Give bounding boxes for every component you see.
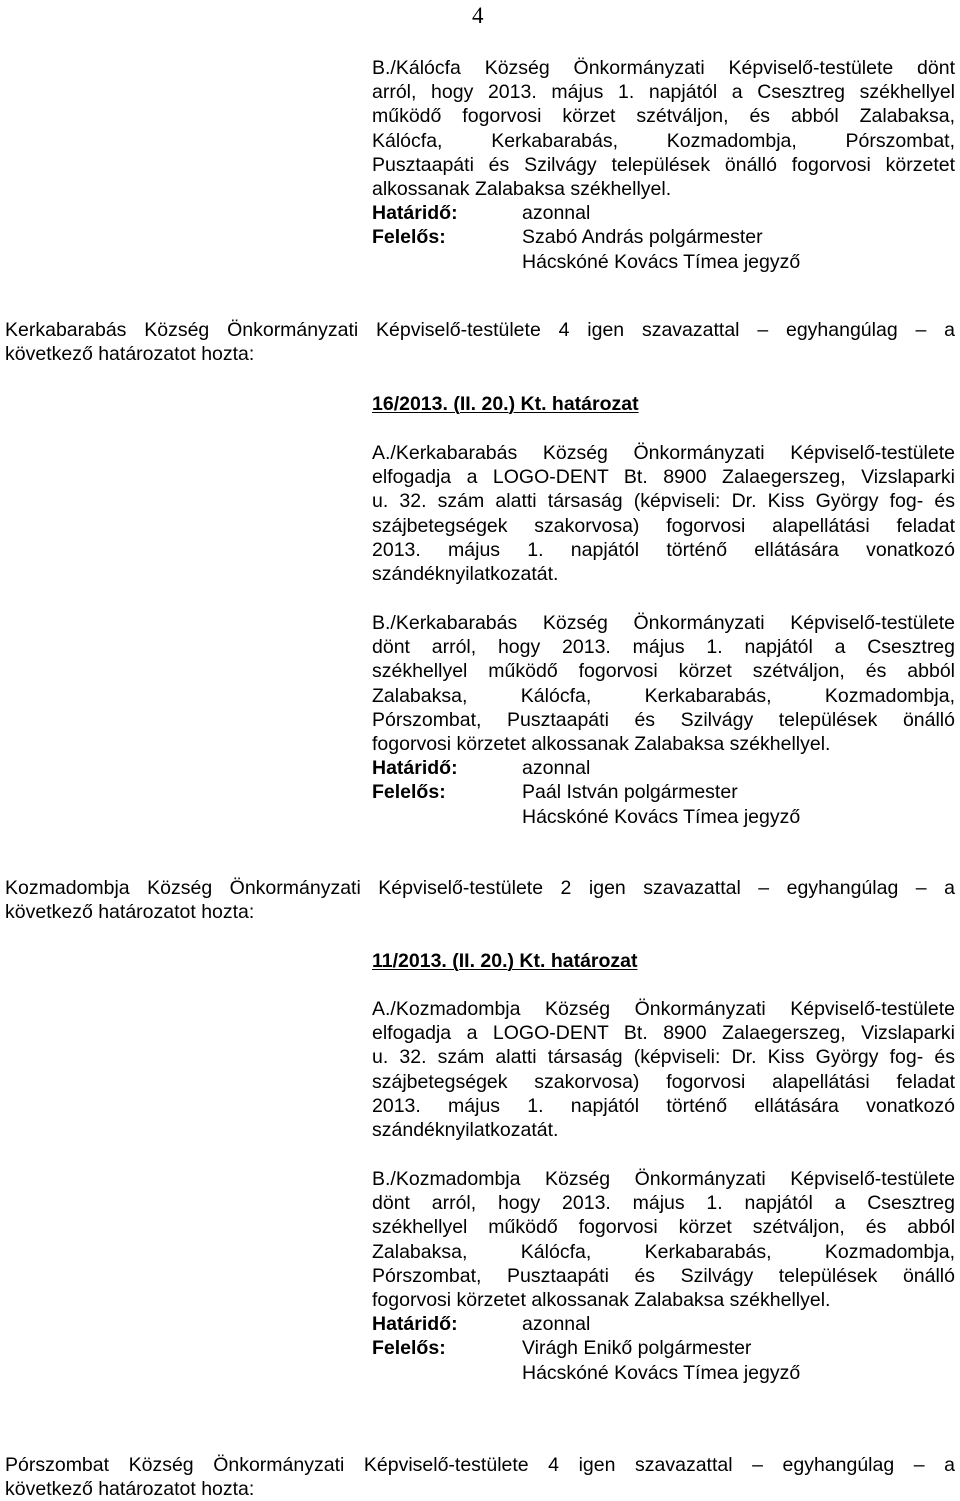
responsible-label: Felelős: (372, 1337, 446, 1360)
deadline-value: azonnal (522, 757, 591, 780)
responsible-notary: Hácskóné Kovács Tímea jegyző (522, 805, 801, 828)
paragraph-line: székhellyel működő fogorvosi körzet szétváljon, és abból (372, 1216, 955, 1239)
responsible-row-2 (372, 1361, 955, 1385)
kozmadombja-resolution-b (372, 1167, 955, 1385)
paragraph-line: B./Kozmadombja Község Önkormányzati Képviselő-testülete (372, 1168, 955, 1190)
responsible-mayor: Paál István polgármester (522, 781, 738, 804)
paragraph-line: alkossanak Zalabaksa székhellyel. (372, 177, 672, 200)
intro-line: Kerkabarabás Község Önkormányzati Képviselő-testülete 4 igen szavazattal – egyhangúlag – a (5, 319, 955, 341)
kozmadombja-title (372, 949, 955, 973)
paragraph-line: B./Kerkabarabás Község Önkormányzati Képviselő-testülete (372, 612, 955, 634)
paragraph-line: fogorvosi körzetet alkossanak Zalabaksa székhellyel. (372, 732, 831, 755)
porszombat-intro (5, 1453, 955, 1501)
deadline-value: azonnal (522, 202, 591, 225)
responsible-mayor: Virágh Enikő polgármester (522, 1337, 752, 1360)
paragraph-line: székhellyel működő fogorvosi körzet szétváljon, és abból (372, 660, 955, 683)
responsible-row (372, 1336, 955, 1360)
intro-line: következő határozatot hozta: (5, 901, 255, 924)
deadline-label: Határidő: (372, 757, 458, 780)
paragraph-line: Pórszombat, Pusztaapáti és Szilvágy települések önálló (372, 708, 955, 731)
kerkabarabas-resolution-b (372, 611, 955, 829)
paragraph-line: u. 32. szám alatti társaság (képviseli: Dr. Kiss György fog- és (372, 1046, 955, 1069)
responsible-row-2 (372, 805, 955, 829)
paragraph-line: Pusztaapáti és Szilvágy települések önálló fogorvosi körzetet (372, 153, 955, 176)
paragraph-line: 2013. május 1. napjától történő ellátására vonatkozó (372, 1094, 955, 1117)
paragraph-line: A./Kerkabarabás Község Önkormányzati Képviselő-testülete (372, 442, 955, 464)
paragraph-line: fogorvosi körzetet alkossanak Zalabaksa székhellyel. (372, 1288, 831, 1311)
intro-line: Pórszombat Község Önkormányzati Képviselő-testülete 4 igen szavazattal – egyhangúlag – a (5, 1454, 955, 1476)
deadline-row (372, 756, 955, 780)
intro-line: következő határozatot hozta: (5, 343, 255, 366)
paragraph-line: elfogadja a LOGO-DENT Bt. 8900 Zalaegerszeg, Vizslaparki (372, 1022, 955, 1045)
responsible-row-2 (372, 250, 955, 274)
deadline-row (372, 201, 955, 225)
paragraph-line: Zalabaksa, Kálócfa, Kerkabarabás, Kozmadombja, (372, 1240, 955, 1263)
kozmadombja-intro (5, 876, 955, 924)
paragraph-line: 2013. május 1. napjától történő ellátására vonatkozó (372, 538, 955, 561)
deadline-label: Határidő: (372, 202, 458, 225)
paragraph-line: működő fogorvosi körzet szétváljon, és abból Zalabaksa, (372, 105, 955, 128)
paragraph-line: arról, hogy 2013. május 1. napjától a Csesztreg székhellyel (372, 81, 955, 104)
responsible-notary: Hácskóné Kovács Tímea jegyző (522, 1361, 801, 1384)
deadline-value: azonnal (522, 1313, 591, 1336)
paragraph-line: A./Kozmadombja Község Önkormányzati Képviselő-testülete (372, 998, 955, 1020)
paragraph-line: elfogadja a LOGO-DENT Bt. 8900 Zalaegerszeg, Vizslaparki (372, 466, 955, 489)
paragraph-line: dönt arról, hogy 2013. május 1. napjától a Csesztreg (372, 636, 955, 659)
paragraph-line: dönt arról, hogy 2013. május 1. napjától a Csesztreg (372, 1192, 955, 1215)
paragraph-line: Pórszombat, Pusztaapáti és Szilvágy települések önálló (372, 1264, 955, 1287)
kalocfa-resolution-b (372, 56, 955, 274)
deadline-row (372, 1312, 955, 1336)
responsible-row (372, 780, 955, 804)
paragraph-line: szájbetegségek szakorvosa) fogorvosi alapellátási feladat (372, 514, 955, 537)
resolution-title: 11/2013. (II. 20.) Kt. határozat (372, 950, 638, 972)
kerkabarabas-resolution-a (372, 441, 955, 586)
resolution-title: 16/2013. (II. 20.) Kt. határozat (372, 393, 639, 415)
responsible-mayor: Szabó András polgármester (522, 226, 763, 249)
kerkabarabas-intro (5, 318, 955, 366)
kerkabarabas-title (372, 392, 955, 416)
intro-line: Kozmadombja Község Önkormányzati Képviselő-testülete 2 igen szavazattal – egyhangúlag – a (5, 877, 955, 899)
paragraph-line: B./Kálócfa Község Önkormányzati Képviselő-testülete dönt (372, 57, 955, 79)
intro-line: következő határozatot hozta: (5, 1478, 255, 1501)
responsible-label: Felelős: (372, 226, 446, 249)
kozmadombja-resolution-a (372, 997, 955, 1142)
deadline-label: Határidő: (372, 1313, 458, 1336)
responsible-row (372, 225, 955, 249)
paragraph-line: Zalabaksa, Kálócfa, Kerkabarabás, Kozmadombja, (372, 684, 955, 707)
responsible-notary: Hácskóné Kovács Tímea jegyző (522, 250, 801, 273)
paragraph-line: szándéknyilatkozatát. (372, 1118, 559, 1141)
paragraph-line: u. 32. szám alatti társaság (képviseli: Dr. Kiss György fog- és (372, 490, 955, 513)
page-number: 4 (472, 3, 484, 28)
paragraph-line: Kálócfa, Kerkabarabás, Kozmadombja, Pórszombat, (372, 129, 955, 152)
paragraph-line: szájbetegségek szakorvosa) fogorvosi alapellátási feladat (372, 1070, 955, 1093)
paragraph-line: szándéknyilatkozatát. (372, 562, 559, 585)
responsible-label: Felelős: (372, 781, 446, 804)
